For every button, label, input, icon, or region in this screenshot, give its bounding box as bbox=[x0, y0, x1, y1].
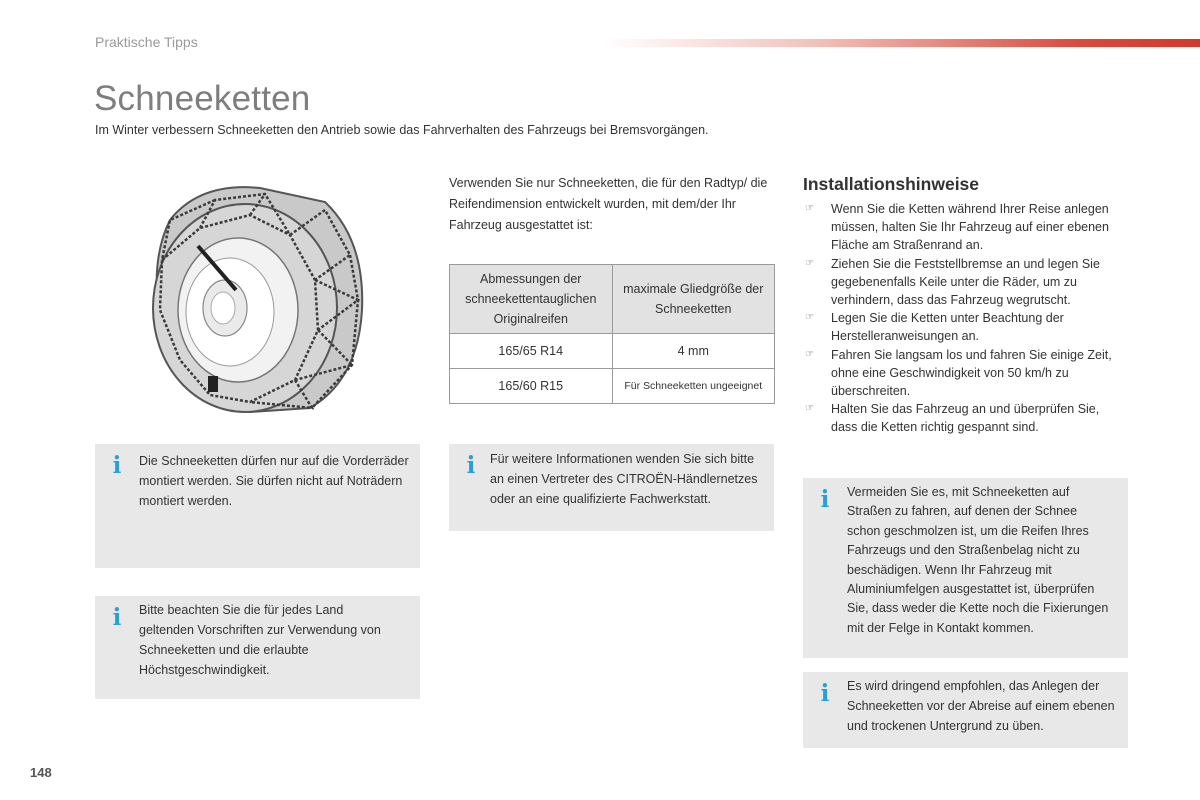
list-item: ☞ Legen Sie die Ketten unter Beachtung der Herstelleranweisungen an. bbox=[805, 311, 1064, 344]
table-row bbox=[450, 334, 775, 369]
hand-pointer-icon: ☞ bbox=[805, 348, 814, 360]
info-icon: i bbox=[820, 486, 830, 513]
table-header-max-link-size: maximale Gliedgröße der Schneeketten bbox=[612, 265, 775, 334]
hand-pointer-icon: ☞ bbox=[805, 312, 814, 324]
table-row bbox=[450, 369, 775, 404]
info-text: Für weitere Informationen wenden Sie sich bitte an einen Vertreter des CITROËN-Händlernetzes oder an eine qualifizierte Fachwerkstatt. bbox=[490, 452, 758, 506]
info-box-dealer bbox=[449, 444, 774, 531]
tyre-compatibility-text: Verwenden Sie nur Schneeketten, die für den Radtyp/ die Reifendimension entwickelt wurden, mit dem/der Ihr Fahrzeug ausgestattet ist: bbox=[449, 176, 768, 232]
info-icon: i bbox=[820, 680, 830, 707]
info-text: Bitte beachten Sie die für jedes Land geltenden Vorschriften zur Verwendung von Schneeketten und die erlaubte Höchstgeschwindigkeit. bbox=[139, 603, 381, 677]
hand-pointer-icon: ☞ bbox=[805, 257, 814, 269]
info-box-practice bbox=[803, 672, 1128, 748]
list-item: ☞ Wenn Sie die Ketten während Ihrer Reise anlegen müssen, halten Sie Ihr Fahrzeug auf einer ebenen Fläche am Straßenrand an. bbox=[805, 202, 1109, 253]
page-title: Schneeketten bbox=[94, 79, 311, 118]
hand-pointer-icon: ☞ bbox=[805, 203, 814, 214]
list-item: ☞ Halten Sie das Fahrzeug an und überprüfen Sie, dass die Ketten richtig gespannt sind. bbox=[805, 402, 1100, 435]
list-item: ☞ Fahren Sie langsam los und fahren Sie einige Zeit, ohne eine Geschwindigkeit von 50 km/h zu überschreiten. bbox=[805, 347, 1112, 399]
info-text: Vermeiden Sie es, mit Schneeketten auf Straßen zu fahren, auf denen der Schnee schon geschmolzen ist, um die Reifen Ihres Fahrzeugs und den Straßenbelag nicht zu beschädigen. Wenn Ihr Fahrzeug mit Aluminiumfelgen ausgestattet ist, überprüfen Sie, dass weder die Kette noch die Fixierungen mit der Felge in Kontakt kommen. bbox=[847, 485, 1109, 635]
intro-text: Im Winter verbessern Schneeketten den Antrieb sowie das Fahrverhalten des Fahrzeugs bei Bremsvorgängen. bbox=[95, 123, 709, 137]
table-cell-link-size: Für Schneeketten ungeeignet bbox=[612, 369, 775, 404]
page-number: 148 bbox=[30, 765, 52, 780]
list-item: ☞ Ziehen Sie die Feststellbremse an und legen Sie gegebenenfalls Keile unter die Räder, um zu verhindern, dass das Fahrzeug wegrutscht. bbox=[805, 256, 1100, 308]
info-icon: i bbox=[112, 452, 122, 479]
tyre-chain-table bbox=[449, 264, 775, 404]
installation-list bbox=[803, 200, 1128, 437]
table-cell-tyre-size: 165/60 R15 bbox=[450, 369, 613, 404]
info-icon: i bbox=[112, 604, 122, 631]
table-header-tyre-size: Abmessungen der schneekettentauglichen Originalreifen bbox=[450, 265, 613, 334]
info-box-country-rules bbox=[95, 596, 420, 699]
info-icon: i bbox=[466, 452, 476, 479]
section-label: Praktische Tipps bbox=[95, 34, 198, 50]
installation-heading: Installationshinweise bbox=[803, 174, 980, 194]
header-accent-bar bbox=[604, 39, 1200, 47]
table-cell-link-size: 4 mm bbox=[612, 334, 775, 369]
table-cell-tyre-size: 165/65 R14 bbox=[450, 334, 613, 369]
info-text: Die Schneeketten dürfen nur auf die Vorderräder montiert werden. Sie dürfen nicht auf Noträdern montiert werden. bbox=[139, 454, 409, 508]
info-box-clear-roads bbox=[803, 478, 1128, 658]
info-text: Es wird dringend empfohlen, das Anlegen der Schneeketten vor der Abreise auf einem ebenen und trockenen Untergrund zu üben. bbox=[847, 679, 1115, 733]
wheel-with-snow-chains-icon bbox=[140, 180, 370, 420]
info-box-front-wheels bbox=[95, 444, 420, 568]
hand-pointer-icon: ☞ bbox=[805, 403, 814, 415]
